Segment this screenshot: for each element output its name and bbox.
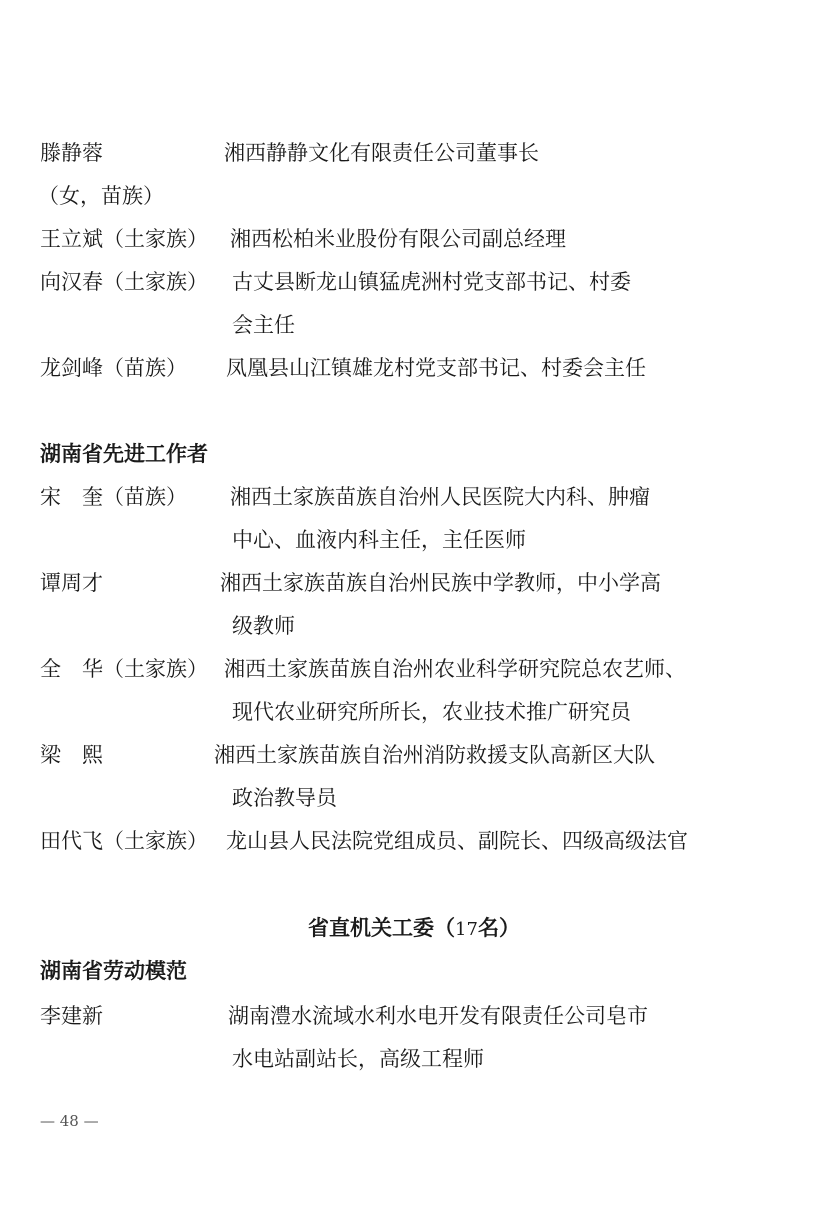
person-title-continued: 水电站副站长，高级工程师: [232, 1047, 484, 1071]
person-name: 梁 熙: [40, 743, 103, 767]
person-name: 李建新: [40, 1004, 103, 1028]
person-name: （女，苗族）: [38, 184, 164, 208]
person-title: 凤凰县山江镇雄龙村党支部书记、村委会主任: [226, 356, 646, 380]
page-number: — 48 —: [40, 1112, 99, 1130]
person-name: 向汉春（土家族）: [40, 270, 208, 294]
person-name: 龙剑峰（苗族）: [40, 356, 187, 380]
person-title: 湖南澧水流域水利水电开发有限责任公司皂市: [228, 1004, 648, 1028]
person-title: 湘西土家族苗族自治州农业科学研究院总农艺师、: [224, 657, 686, 681]
section-title-suffix: 名）: [477, 916, 520, 940]
section-title-prefix: 省直机关工委（: [308, 916, 456, 940]
person-title-continued: 会主任: [232, 313, 295, 337]
person-title: 湘西土家族苗族自治州民族中学教师，中小学高: [220, 571, 661, 595]
person-title: 古丈县断龙山镇猛虎洲村党支部书记、村委: [232, 270, 631, 294]
category-heading: 湖南省先进工作者: [40, 442, 208, 466]
person-name: 滕静蓉: [40, 141, 103, 165]
person-title-continued: 政治教导员: [232, 786, 337, 810]
person-name: 王立斌（土家族）: [40, 227, 208, 251]
person-title-continued: 级教师: [232, 614, 295, 638]
person-title: 龙山县人民法院党组成员、副院长、四级高级法官: [226, 829, 688, 853]
section-title-count: 17: [455, 919, 478, 940]
person-name: 田代飞（土家族）: [40, 829, 208, 853]
person-title: 湘西土家族苗族自治州消防救援支队高新区大队: [214, 743, 655, 767]
person-name: 宋 奎（苗族）: [40, 485, 187, 509]
category-heading: 湖南省劳动模范: [40, 959, 187, 983]
person-title-continued: 现代农业研究所所长，农业技术推广研究员: [232, 700, 631, 724]
person-title: 湘西松柏米业股份有限公司副总经理: [230, 227, 566, 251]
person-name: 谭周才: [40, 571, 103, 595]
person-title: 湘西静静文化有限责任公司董事长: [224, 141, 539, 165]
person-title-continued: 中心、血液内科主任，主任医师: [232, 528, 526, 552]
person-name: 全 华（土家族）: [40, 657, 208, 681]
section-title: [0, 913, 828, 945]
person-title: 湘西土家族苗族自治州人民医院大内科、肿瘤: [230, 485, 650, 509]
